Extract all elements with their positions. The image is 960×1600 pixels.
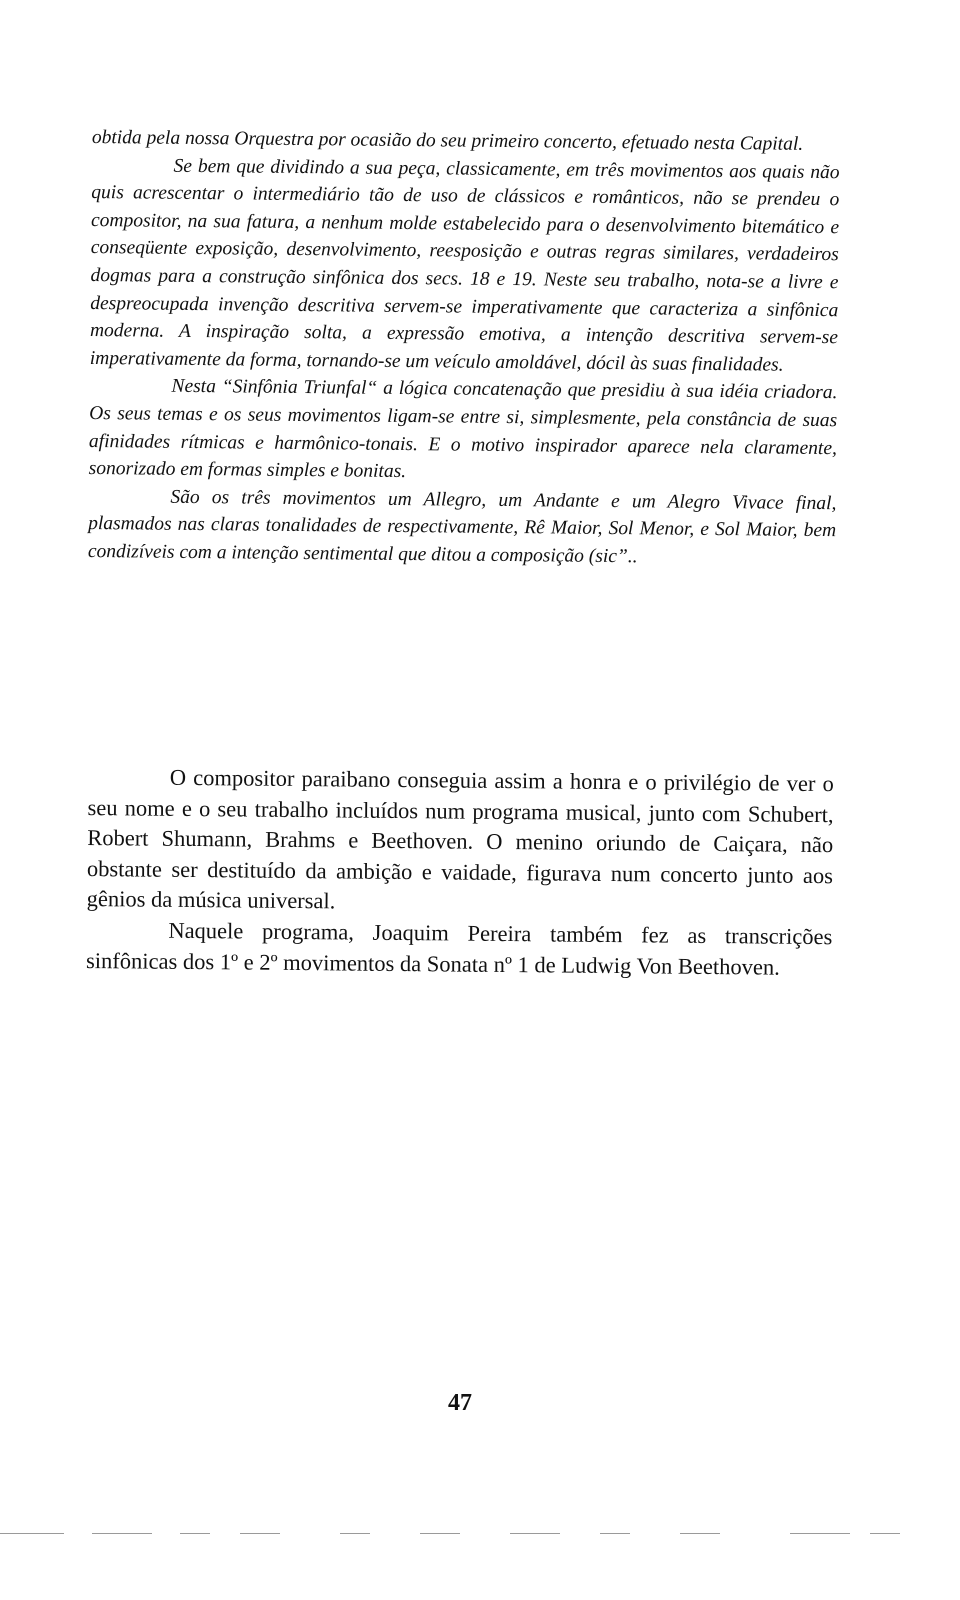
quote-paragraph: obtida pela nossa Orquestra por ocasião do seu primeiro concerto, efetuado nesta Capital. [91, 126, 804, 155]
quote-paragraph: Nesta “Sinfônia Triunfal“ a lógica concatenação que presidiu à sua idéia criadora. Os seus temas e os seus movimentos ligam-se entre si, simplesmente, pela constância de suas afinidades rítmicas e harmônico-tonais. E o motivo inspirador aparece nela claramente, sonorizado em formas simples e bonitas. [88, 376, 838, 483]
page-number: 47 [448, 1390, 472, 1416]
body-paragraph: Naquele programa, Joaquim Pereira também fez as transcrições sinfônicas dos 1º e 2º movimentos da Sonata nº 1 de Ludwig Von Beethoven. [85, 917, 833, 980]
quoted-review [88, 124, 840, 573]
quote-paragraph: São os três movimentos um Allegro, um Andante e um Alegro Vivace final, plasmados nas claras tonalidades de respectivamente, Rê Maior, Sol Menor, e Sol Maior, bem condizíveis com a intenção sentimental que ditou a composição (sic”.. [87, 486, 837, 568]
body-text [86, 762, 834, 983]
scan-edge-artifact [0, 1533, 960, 1537]
body-paragraph: O compositor paraibano conseguia assim a honra e o privilégio de ver o seu nome e o seu trabalho incluídos num programa musical, junto com Schubert, Robert Shumann, Brahms e Beethoven. O menino oriundo de Caiçara, não obstante ser destituído da ambição e vaidade, figurava num concerto junto aos gênios da música universal. [86, 764, 834, 914]
quote-paragraph: Se bem que dividindo a sua peça, classicamente, em três movimentos aos quais não quis acrescentar o intermediário tão de uso de clássicos e românticos, não se prendeu o compositor, na sua fatura, a nenhum molde estabelecido para o desenvolvimento bitemático e conseqüente exposição, desenvolvimento, reesposição e outras regras similares, verdadeiros dogmas para a construção sinfônica dos secs. 18 e 19. Neste seu trabalho, nota-se a livre e despreocupada invenção descritiva servem-se imperativamente que caracteriza a sinfônica moderna. A inspiração solta, a expressão emotiva, a intenção descritiva servem-se imperativamente da forma, tornando-se um veículo amoldável, dócil às suas finalidades. [89, 155, 840, 376]
